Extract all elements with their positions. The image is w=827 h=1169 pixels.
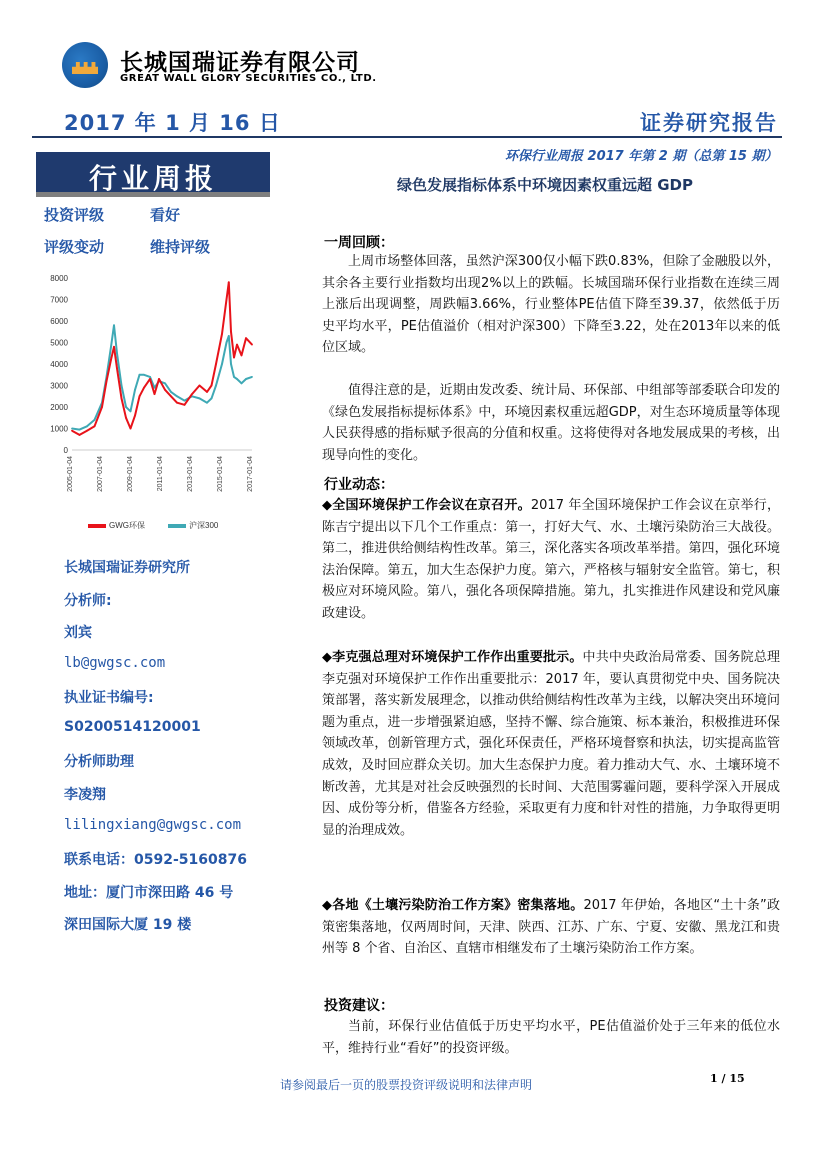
data-point xyxy=(125,417,127,419)
data-point xyxy=(149,376,151,378)
data-point xyxy=(226,342,228,344)
data-point xyxy=(170,395,172,397)
series-line-0 xyxy=(72,282,252,435)
y-tick-label: 8000 xyxy=(50,274,68,283)
data-point xyxy=(191,393,193,395)
address-line-2: 深田国际大厦 19 楼 xyxy=(64,917,192,933)
assistant-name: 李凌翔 xyxy=(64,787,106,803)
data-point xyxy=(86,425,88,427)
analyst-email[interactable]: lb@gwgsc.com xyxy=(64,655,166,671)
data-point xyxy=(226,299,228,301)
x-tick-label: 2005-01-04 xyxy=(67,456,74,492)
x-tick-label: 2013-01-04 xyxy=(187,456,194,492)
data-point xyxy=(233,376,235,378)
contact-phone: 联系电话：0592-5160876 xyxy=(64,852,247,868)
cert-number: S0200514120001 xyxy=(64,719,201,735)
rating-change-label: 评级变动 xyxy=(44,238,105,256)
page-number: 1 / 15 xyxy=(710,1072,745,1085)
data-point xyxy=(86,430,88,432)
data-point xyxy=(184,404,186,406)
legend-label: 沪深300 xyxy=(189,521,219,530)
data-point xyxy=(121,398,123,400)
data-point xyxy=(125,406,127,408)
data-point xyxy=(211,385,213,387)
data-point xyxy=(71,430,73,432)
research-institute: 长城国瑞证券研究所 xyxy=(64,560,190,576)
data-point xyxy=(110,346,112,348)
report-type: 证券研究报告 xyxy=(640,111,778,135)
x-tick-label: 2011-01-04 xyxy=(157,456,164,492)
data-point xyxy=(79,434,81,436)
y-tick-label: 4000 xyxy=(50,360,68,369)
footer-disclaimer: 请参阅最后一页的股票投资评级说明和法律声明 xyxy=(280,1078,533,1092)
news-item-2-head: ◆李克强总理对环境保护工作作出重要批示。 xyxy=(322,650,583,665)
x-tick-label: 2015-01-04 xyxy=(217,456,224,492)
data-point xyxy=(164,382,166,384)
legend-swatch xyxy=(88,524,106,528)
data-point xyxy=(101,406,103,408)
news-item-3 xyxy=(322,895,780,960)
index-chart xyxy=(40,270,262,540)
data-point xyxy=(113,346,115,348)
data-point xyxy=(164,389,166,391)
section-investment-advice: 投资建议： xyxy=(324,998,394,1014)
news-item-2-body: 中共中央政治局常委、国务院总理李克强对环境保护工作作出重要批示：2017 年，要认真贯彻党中央、国务院决策部署，落实新发展理念，以推动供给侧结构性改革为主线，以解决突出环境问题为重点，进一步增强紧迫感，坚持不懈、综合施策、标本兼治，积极推进环保领域改革，创新管理方式，强化环保责任，严格环境督察和执法，切实提高监管成效，及时回应群众关切。加大生态保护力度。着力推动大气、水、土壤环境不断改善，尤其是对社会反映强烈的长时间、大范围雾霾问题，要科学深入开展成因、成份等分析，借鉴各方经验，采取更有力度和针对性的措施，力争取得更明显的治理成效。 xyxy=(322,650,780,838)
data-point xyxy=(139,374,141,376)
data-point xyxy=(215,363,217,365)
section-weekly-review: 一周回顾： xyxy=(324,235,394,251)
data-point xyxy=(170,391,172,393)
y-tick-label: 5000 xyxy=(50,338,68,348)
data-point xyxy=(206,402,208,404)
data-point xyxy=(184,400,186,402)
paragraph-highlight: 值得注意的是，近期由发改委、统计局、环保部、中组部等部委联合印发的《绿色发展指标提标体系》中，环境因素权重远超GDP，对生态环境质量等体现人民获得感的指标赋予很高的分值和权重。这将使得对各地发展成果的考核，出现导向性的变化。 xyxy=(322,383,780,463)
y-tick-label: 2000 xyxy=(50,403,68,412)
data-point xyxy=(221,333,223,335)
news-item-2 xyxy=(322,647,780,841)
data-point xyxy=(251,344,253,346)
news-item-3-body: 2017 年伊始，各地区“土十条”政策密集落地，仅两周时间，天津、陕西、江苏、广东、宁夏、安徽、黑龙江和贵州等 8 个省、自治区、直辖市相继发布了土壤污染防治工作方案。 xyxy=(322,898,781,957)
data-point xyxy=(176,402,178,404)
data-point xyxy=(94,419,96,421)
data-point xyxy=(221,363,223,365)
analyst-name: 刘宾 xyxy=(64,625,92,641)
y-tick-label: 3000 xyxy=(50,381,68,391)
company-name-cn: 长城国瑞证券有限公司 xyxy=(120,50,360,76)
news-item-1-head: ◆全国环境保护工作会议在京召开。 xyxy=(322,498,531,513)
data-point xyxy=(211,398,213,400)
assistant-email[interactable]: lilingxiang@gwgsc.com xyxy=(64,817,242,833)
rating-change-value: 维持评级 xyxy=(150,238,211,256)
data-point xyxy=(230,363,232,365)
data-point xyxy=(71,428,73,430)
data-point xyxy=(233,357,235,359)
legend-swatch xyxy=(168,524,186,528)
data-point xyxy=(139,395,141,397)
analyst-label: 分析师: xyxy=(64,593,112,609)
y-tick-label: 6000 xyxy=(50,317,68,326)
x-tick-label: 2007-01-04 xyxy=(97,456,104,492)
paragraph-review: 上周市场整体回落，虽然沪深300仅小幅下跌0.83%，但除了金融股以外，其余各主要行业指数均出现2%以上的跌幅。长城国瑞环保行业指数在连续三周上涨后出现调整，周跌幅3.66%，行业整体PE估值下降至39.37，依然低于历史平均水平，PE估值溢价（相对沪深300）下降至3.22，处在2013年以来的低位区域。 xyxy=(322,254,780,356)
data-point xyxy=(251,376,253,378)
data-point xyxy=(130,428,132,430)
y-tick-label: 1000 xyxy=(50,424,68,434)
data-point xyxy=(154,393,156,395)
y-tick-label: 7000 xyxy=(50,295,68,305)
paragraph-advice: 当前，环保行业估值低于历史平均水平，PE估值溢价处于三年来的低位水平，维持行业“看好”的投资评级。 xyxy=(322,1019,780,1056)
company-name-en: GREAT WALL GLORY SECURITIES CO., LTD. xyxy=(120,73,377,84)
section-industry-news: 行业动态： xyxy=(324,477,394,493)
data-point xyxy=(143,374,145,376)
news-item-1 xyxy=(322,495,780,625)
data-point xyxy=(230,331,232,333)
data-point xyxy=(116,367,118,369)
assistant-label: 分析师助理 xyxy=(64,754,134,770)
y-tick-label: 0 xyxy=(63,446,68,455)
legend-label: GWG环保 xyxy=(109,521,145,530)
data-point xyxy=(121,385,123,387)
data-point xyxy=(158,378,160,380)
news-item-1-body: 2017 年全国环境保护工作会议在京举行，陈吉宁提出以下几个工作重点：第一，打好大气、水、土壤污染防治三大战役。第二，推进供给侧结构性改革。第三，深化落实各项改革举措。第四，强化环境法治保障。第五，加大生态保护力度。第六，严格核与辐射安全监管。第七，积极应对环境风险。第八，强化各项保障措施。第九，扎实推进作风建设和党风廉政建设。 xyxy=(322,498,780,621)
data-point xyxy=(241,382,243,384)
banner-title: 行业周报 xyxy=(88,162,217,195)
data-point xyxy=(134,415,136,417)
data-point xyxy=(215,385,217,387)
data-point xyxy=(228,335,230,337)
data-point xyxy=(245,378,247,380)
data-point xyxy=(199,398,201,400)
data-point xyxy=(154,387,156,389)
data-point xyxy=(245,337,247,339)
data-point xyxy=(149,378,151,380)
data-point xyxy=(236,344,238,346)
great-wall-icon xyxy=(72,62,98,74)
data-point xyxy=(106,380,108,382)
data-point xyxy=(199,385,201,387)
rating-value: 看好 xyxy=(150,206,181,224)
data-point xyxy=(79,429,81,431)
data-point xyxy=(110,359,112,361)
data-point xyxy=(143,387,145,389)
x-tick-label: 2017-01-04 xyxy=(247,456,254,492)
report-title: 绿色发展指标体系中环境因素权重远超 GDP xyxy=(397,176,693,194)
header-rule xyxy=(32,136,782,138)
report-date: 2017 年 1 月 16 日 xyxy=(64,111,281,135)
data-point xyxy=(176,395,178,397)
data-point xyxy=(94,425,96,427)
data-point xyxy=(236,378,238,380)
x-tick-label: 2009-01-04 xyxy=(127,456,134,492)
data-point xyxy=(113,324,115,326)
data-point xyxy=(241,355,243,357)
data-point xyxy=(228,281,230,283)
news-item-3-head: ◆各地《土壤污染防治工作方案》密集落地。 xyxy=(322,898,584,913)
address-line-1: 地址：厦门市深田路 46 号 xyxy=(64,885,234,901)
data-point xyxy=(206,391,208,393)
issue-line: 环保行业周报 2017 年第 2 期（总第 15 期） xyxy=(505,149,778,164)
data-point xyxy=(116,352,118,354)
rating-label: 投资评级 xyxy=(44,206,105,224)
data-point xyxy=(134,389,136,391)
cert-label: 执业证书编号: xyxy=(64,690,154,706)
data-point xyxy=(130,410,132,412)
